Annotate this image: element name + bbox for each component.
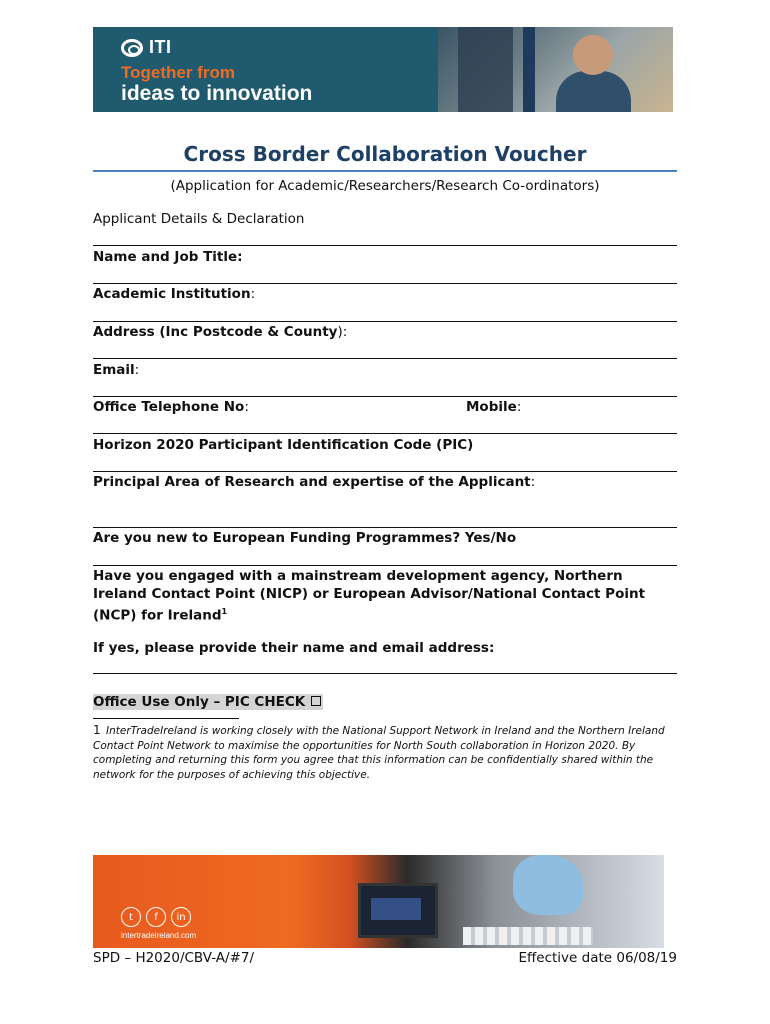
academic-institution-field[interactable]: [93, 285, 255, 303]
field-label: Name and Job Title:: [93, 249, 243, 265]
page-title: Cross Border Collaboration Voucher: [183, 142, 587, 166]
email-field[interactable]: [93, 361, 139, 379]
field-suffix: ):: [337, 324, 348, 340]
field-suffix: :: [134, 362, 140, 378]
field-label: Principal Area of Research and expertise of the Applicant: [93, 474, 531, 490]
footnote-ref[interactable]: 1: [221, 607, 228, 616]
field-label: Address (Inc Postcode & County: [93, 324, 338, 340]
facebook-icon[interactable]: f: [146, 907, 166, 927]
field-rule: [93, 358, 677, 359]
glove-image: [513, 855, 583, 915]
iti-logo-icon: [121, 39, 143, 57]
test-tubes-image: [463, 927, 593, 945]
agency-engagement-field[interactable]: [93, 567, 677, 625]
twitter-icon[interactable]: t: [121, 907, 141, 927]
section-heading: Applicant Details & Declaration: [93, 211, 305, 227]
website-link[interactable]: intertradeireland.com: [121, 931, 197, 940]
office-use-text: Office Use Only – PIC CHECK: [93, 694, 306, 710]
field-suffix: :: [530, 474, 536, 490]
footnote: [93, 723, 677, 783]
mobile-field[interactable]: [466, 398, 521, 416]
document-reference: SPD – H2020/CBV-A/#7/: [93, 950, 255, 966]
footnote-number: 1: [93, 723, 101, 737]
field-rule: [93, 527, 677, 528]
logo-text: ITI: [149, 37, 172, 57]
field-label: Email: [93, 362, 135, 378]
effective-date: Effective date 06/08/19: [518, 950, 677, 966]
social-links: [121, 907, 191, 927]
iti-logo: [121, 37, 172, 58]
footnote-divider: [93, 718, 239, 719]
monitor-image: [358, 883, 438, 938]
pic-check-checkbox[interactable]: [311, 696, 321, 706]
field-rule: [93, 245, 677, 246]
field-rule: [93, 321, 677, 322]
footer-banner: [93, 855, 664, 948]
field-rule: [93, 565, 677, 566]
field-rule: [93, 396, 677, 397]
field-rule: [93, 673, 677, 674]
new-to-funding-field[interactable]: [93, 529, 516, 547]
office-use-label: [93, 694, 323, 710]
tagline-line1: Together from: [121, 63, 235, 82]
field-label: Academic Institution: [93, 286, 251, 302]
linkedin-icon[interactable]: in: [171, 907, 191, 927]
field-rule: [93, 471, 677, 472]
field-rule: [93, 283, 677, 284]
footnote-text: InterTradeIreland is working closely with the National Support Network in Ireland and the Northern Ireland Contact Point Network to maximise the opportunities for North South collaboration in Horizon 2020. By completing and returning this form you agree that this information can be confidentially shared within the network for the purposes of achieving this objective.: [93, 725, 665, 782]
page-subtitle: (Application for Academic/Researchers/Research Co-ordinators): [170, 178, 600, 194]
banner-photo: [438, 27, 673, 112]
field-label: Horizon 2020 Participant Identification Code (PIC): [93, 437, 474, 453]
name-job-title-field[interactable]: [93, 248, 243, 266]
header-banner: [93, 27, 673, 112]
field-suffix: :: [516, 399, 522, 415]
field-label: If yes, please provide their name and email address:: [93, 640, 495, 656]
contact-details-field[interactable]: [93, 639, 494, 657]
question-line: Have you engaged with a mainstream development agency, Northern: [93, 568, 623, 584]
question-line: (NCP) for Ireland: [93, 607, 222, 624]
title-divider: [93, 170, 677, 172]
pic-code-field[interactable]: [93, 436, 473, 454]
field-rule: [93, 433, 677, 434]
field-suffix: :: [250, 286, 256, 302]
tagline-line2: ideas to innovation: [121, 82, 313, 105]
field-label: Office Telephone No: [93, 399, 245, 415]
field-label: Are you new to European Funding Programmes? Yes/No: [93, 530, 517, 546]
question-line: Ireland Contact Point (NICP) or European Advisor/National Contact Point: [93, 586, 646, 602]
address-field[interactable]: [93, 323, 347, 341]
field-suffix: :: [244, 399, 249, 415]
office-telephone-field[interactable]: [93, 398, 249, 416]
field-label: Mobile: [466, 399, 517, 415]
research-area-field[interactable]: [93, 473, 535, 491]
